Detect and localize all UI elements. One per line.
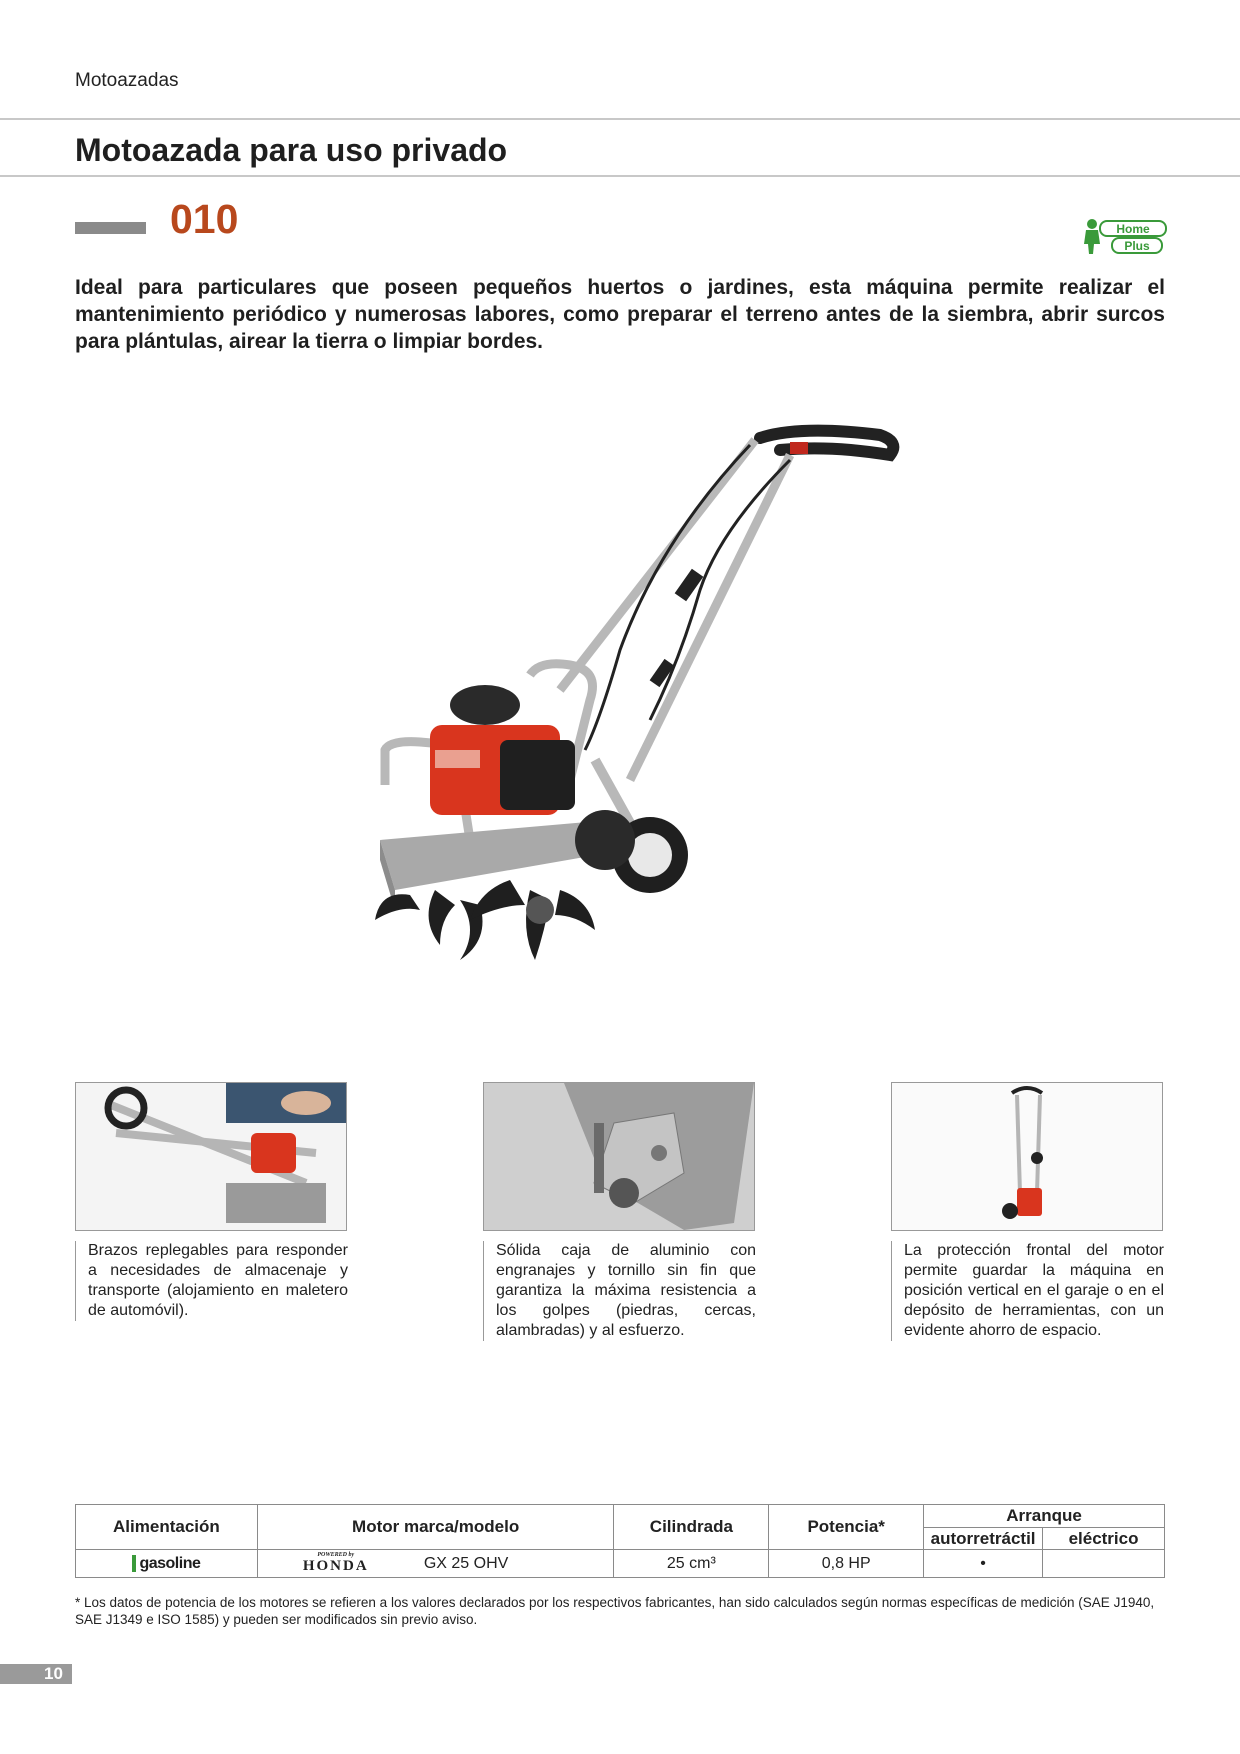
cell-autorretractil: • — [924, 1550, 1043, 1578]
cell-motor — [257, 1550, 614, 1578]
feature-caption-vertical-storage: La protección frontal del motor permite guardar la máquina en posición vertical en el garaje o en el depósito de herramientas, con un evidente ahorro de espacio. — [891, 1241, 1164, 1341]
logo-text-plus: Plus — [1124, 239, 1150, 253]
footnote: * Los datos de potencia de los motores se refieren a los valores declarados por los respectivos fabricantes, han sido calculados según normas específicas de medición (SAE J1940, SAE J1349 e ISO 1585) y pueden ser modificados sin previo aviso. — [75, 1595, 1155, 1627]
header-potencia: Potencia* — [769, 1505, 924, 1550]
cell-fuel — [76, 1550, 258, 1578]
page-title: Motoazada para uso privado — [75, 132, 508, 168]
cell-cilindrada: 25 cm³ — [614, 1550, 769, 1578]
feature-thumb-gearbox — [483, 1082, 755, 1231]
engine-model: GX 25 OHV — [423, 1554, 509, 1572]
header-rule-bottom — [0, 175, 1240, 177]
cell-potencia: 0,8 HP — [769, 1550, 924, 1578]
header-cilindrada: Cilindrada — [614, 1505, 769, 1550]
feature-thumb-folding-arms — [75, 1082, 347, 1231]
code-marker-bar — [75, 222, 146, 234]
section-label: Motoazadas — [75, 70, 179, 91]
product-intro: Ideal para particulares que poseen pequeños huertos o jardines, esta máquina permite realizar el mantenimiento periódico y numerosas labores, como preparar el terreno antes de la siembra, abrir surcos para plántulas, airear la tierra o limpiar bordes. — [75, 276, 1165, 353]
header-electrico: eléctrico — [1043, 1528, 1165, 1550]
feature-caption-folding-arms: Brazos replegables para responder a necesidades de almacenaje y transporte (alojamiento en maletero de automóvil). — [75, 1241, 348, 1321]
header-rule-top — [0, 118, 1240, 120]
cell-electrico — [1043, 1550, 1165, 1578]
feature-caption-gearbox: Sólida caja de aluminio con engranajes y tornillo sin fin que garantiza la máxima resistencia a los golpes (piedras, cercas, alambradas) y al esfuerzo. — [483, 1241, 756, 1341]
spec-table — [75, 1504, 1165, 1578]
product-code: 010 — [170, 196, 239, 242]
header-motor: Motor marca/modelo — [257, 1505, 614, 1550]
honda-logo: POWERED by HONDA — [302, 1552, 369, 1574]
gasoline-logo: gasoline — [132, 1555, 200, 1572]
tiller-product-image — [360, 420, 980, 1020]
header-alimentacion: Alimentación — [76, 1505, 258, 1550]
logo-text-home: Home — [1116, 222, 1150, 236]
feature-thumb-vertical-storage — [891, 1082, 1163, 1231]
header-autorretractil: autorretráctil — [924, 1528, 1043, 1550]
header-arranque: Arranque — [924, 1505, 1165, 1528]
home-plus-logo — [1080, 214, 1170, 258]
page-number: 10 — [44, 1664, 63, 1683]
